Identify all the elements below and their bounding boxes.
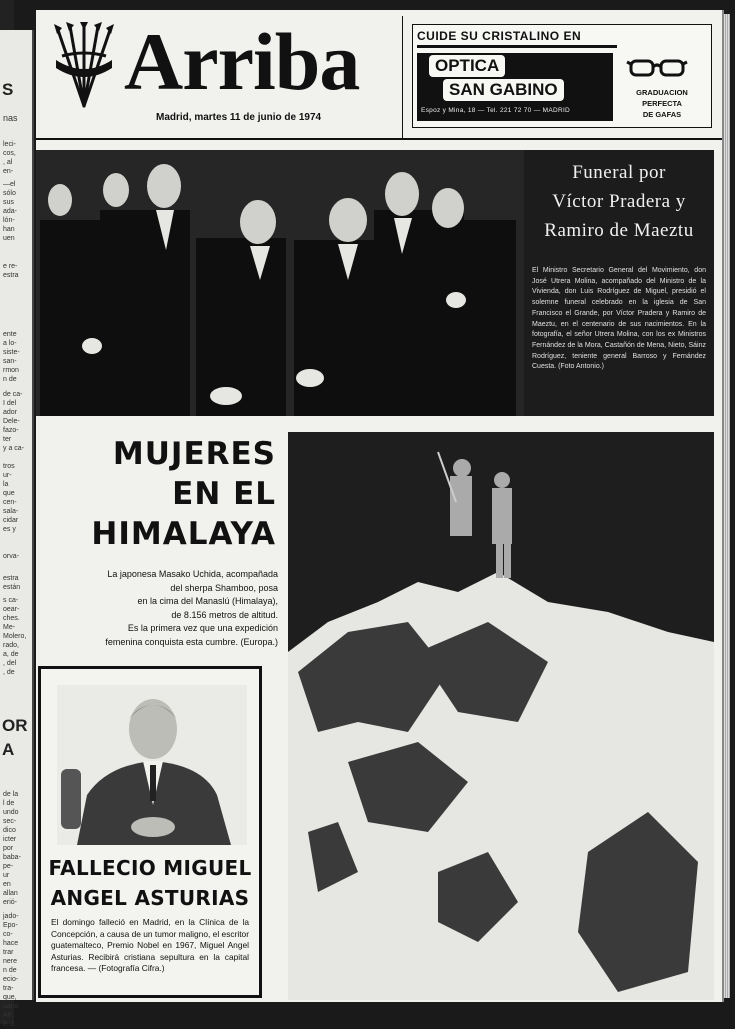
himalaya-caption — [66, 568, 278, 649]
prev-page-fragment: de ca- I del ador Dele- fazo- ter y a ca- — [3, 391, 25, 452]
prev-page-fragment: —el sólo sus ada- lón- han uen — [3, 181, 18, 242]
ad-tagline — [617, 87, 707, 120]
obituary-headline — [47, 853, 253, 913]
funeral-headline-line: Víctor Pradera y — [552, 191, 686, 212]
obituary-box — [38, 666, 262, 998]
funeral-headline — [530, 158, 708, 245]
dateline: Madrid, martes 11 de junio de 1974 — [156, 112, 322, 123]
himalaya-caption-line: en la cima del Manaslú (Himalaya), — [137, 596, 278, 606]
page-stack-edge — [722, 14, 730, 998]
funeral-headline-line: Ramiro de Maeztu — [544, 220, 694, 241]
ad-address: Espoz y Mina, 18 — Tel. 221 72 70 — MADRID — [421, 107, 571, 114]
prev-page-fragment: orva- — [3, 553, 19, 560]
asturias-portrait — [57, 685, 247, 845]
newspaper-title: Arriba — [124, 16, 360, 107]
prev-page-fragment: jado- Epo- co- hace trar nere n de ecio- tra- que, uano AP, F. J. — [3, 913, 19, 1028]
prev-page-fragment: e re- estra — [3, 263, 19, 279]
prev-page-letter: S — [2, 80, 14, 99]
prev-page-fragment: ente a lo- siste- san- rmon n de — [3, 331, 20, 383]
funeral-caption: El Ministro Secretario General del Movimiento, don José Utrera Molina, acompañado del Ministro de la Vivienda, don Luis Rodríguez de Miguel, presidió el solemne funeral celebrado en la iglesia de San Francisco el Grande, por Víctor Pradera y Ramiro de Maeztu, en el centenario de sus nacimientos. En la fotografía, el señor Utrera Molina, con los ex Ministros Fernández de la Mora, Castañón de Mena, Nieto, Sáinz Rodríguez, teniente general Barroso y Fernández Cuesta. (Foto Antonio.) — [532, 267, 706, 371]
himalaya-caption-line: del sherpa Shamboo, posa — [170, 582, 278, 593]
prev-page-fragment: tros ur- la que cen- sala- cidar es y — [3, 463, 19, 533]
optician-advertisement — [412, 24, 712, 128]
himalaya-caption-line: de 8.156 metros de altitud. — [171, 609, 278, 620]
himalaya-caption-line: Es la primera vez que una expedición — [127, 623, 278, 633]
himalaya-headline-line: HIMALAYA — [91, 516, 276, 552]
ad-name-san-gabino: SAN GABINO — [443, 79, 564, 101]
prev-page-fragment: nas — [3, 113, 18, 123]
prev-page-fragment: estra están — [3, 575, 21, 591]
himalaya-headline-line: MUJERES — [112, 436, 276, 472]
obituary-headline-line: FALLECIO MIGUEL — [48, 856, 252, 880]
himalaya-caption-line: femenina conquista esta cumbre. (Europa.) — [105, 636, 278, 647]
ad-tagline-line: PERFECTA — [642, 99, 682, 108]
yoke-and-arrows-emblem — [52, 22, 116, 108]
newspaper-page — [36, 10, 722, 1002]
himalaya-caption-line: La japonesa Masako Uchida, acompañada — [107, 569, 278, 579]
ad-tagline-line: GRADUACION — [636, 88, 688, 97]
prev-page-fragment: de la l de undo sec- dico icter por baba- pe- ur en allan erió- — [3, 791, 21, 906]
ad-slogan: CUIDE SU CRISTALINO EN — [417, 29, 582, 43]
prev-page-letter: OR — [2, 716, 28, 735]
himalaya-headline-line: EN EL — [172, 476, 276, 512]
funeral-photo — [36, 150, 524, 416]
ad-tagline-line: DE GAFAS — [642, 110, 682, 119]
masthead-divider — [402, 16, 403, 138]
funeral-headline-line: Funeral por — [572, 162, 666, 183]
previous-page-edge — [0, 30, 34, 1028]
obituary-headline-line: ANGEL ASTURIAS — [50, 886, 250, 910]
himalaya-summit-photo — [288, 432, 714, 1000]
prev-page-fragment: leci- cos, , al en- — [3, 141, 16, 175]
obituary-text: El domingo falleció en Madrid, en la Clínica de la Concepción, a causa de un tumor maligno, el escritor guatemalteco, Premio Nobel en 1967, Miguel Angel Asturias. Recibirá cristiana sepultura en la capital francesa. — (Fotografía Cifra.) — [51, 917, 249, 973]
himalaya-headline — [54, 434, 276, 554]
ad-name-optica: OPTICA — [429, 55, 505, 77]
ad-rule — [417, 45, 617, 48]
eyeglasses-icon — [627, 53, 687, 83]
masthead — [36, 10, 722, 140]
funeral-caption-panel — [524, 150, 714, 416]
prev-page-fragment: s ca- oear- ches. Me- Molero, rado, a, de , del , de — [3, 597, 27, 676]
prev-page-letter: A — [2, 740, 15, 759]
